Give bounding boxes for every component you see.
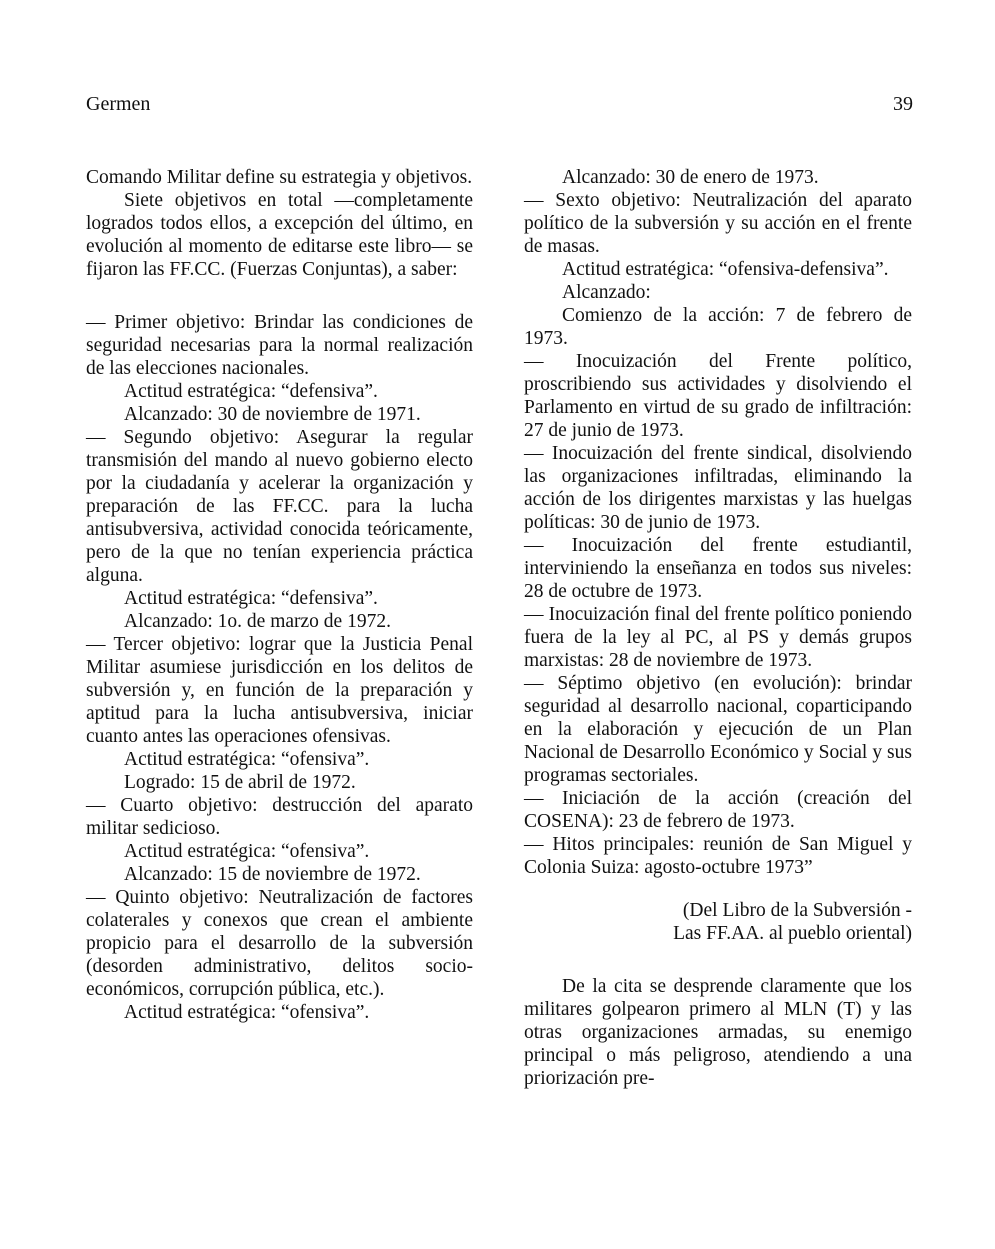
- achieved-date: Alcanzado: 30 de noviembre de 1971.: [124, 404, 421, 425]
- strategic-attitude: Actitud estratégica: “ofensiva”.: [124, 749, 370, 770]
- objective-item: — Sexto objetivo: Neutralización del aparato político de la subversión y su acción en el frente de masas.: [524, 190, 912, 257]
- running-head: [86, 92, 913, 116]
- objective-item: — Inocuización del Frente político, proscribiendo sus actividades y disolviendo el Parlamento en virtud de su grado de infiltración: 27 de junio de 1973.: [524, 351, 912, 441]
- page-number: 39: [893, 93, 913, 115]
- strategic-attitude: Actitud estratégica: “ofensiva”.: [124, 1002, 370, 1023]
- achieved-date: Logrado: 15 de abril de 1972.: [124, 772, 356, 793]
- strategic-attitude: Actitud estratégica: “ofensiva-defensiva”.: [562, 259, 889, 280]
- spacer: [86, 281, 473, 311]
- paragraph: Siete objetivos en total —completamente logrados todos ellos, a excepción del último, en evolución al momento de editarse este libro— se fijaron las FF.CC. (Fuerzas Conjuntas), a saber:: [86, 190, 473, 280]
- action-start: Comienzo de la acción: 7 de febrero de 1973.: [524, 305, 912, 349]
- right-column: [524, 166, 912, 1090]
- source-citation-line-1: (Del Libro de la Subversión -: [682, 900, 912, 921]
- strategic-attitude: Actitud estratégica: “defensiva”.: [124, 381, 378, 402]
- source-citation-line-2: Las FF.AA. al pueblo oriental): [673, 923, 912, 944]
- closing-paragraph: De la cita se desprende claramente que los militares golpearon primero al MLN (T) y las otras organizaciones armadas, su enemigo principal o más peligroso, atendiendo a una priorización pre-: [524, 976, 912, 1089]
- achieved-date: Alcanzado: 1o. de marzo de 1972.: [124, 611, 391, 632]
- achieved-date: Alcanzado: 15 de noviembre de 1972.: [124, 864, 421, 885]
- objective-item: — Primer objetivo: Brindar las condiciones de seguridad necesarias para la normal realización de las elecciones nacionales.: [86, 312, 473, 379]
- running-title: Germen: [86, 93, 151, 115]
- objective-item: — Segundo objetivo: Asegurar la regular transmisión del mando al nuevo gobierno electo por la ciudadanía y acelerar la organización y preparación de las FF.CC. para la lucha antisubversiva, actividad conocida teóricamente, pero de la que no tenían experiencia práctica alguna.: [86, 427, 473, 586]
- strategic-attitude: Actitud estratégica: “defensiva”.: [124, 588, 378, 609]
- objective-item: — Quinto objetivo: Neutralización de factores colaterales y conexos que crean el ambiente propicio para el desarrollo de la subversión (desorden administrativo, delitos socio-económicos, corrupción pública, etc.).: [86, 887, 473, 1000]
- objective-item: — Inocuización final del frente político poniendo fuera de la ley al PC, al PS y demás grupos marxistas: 28 de noviembre de 1973.: [524, 604, 912, 671]
- achieved-date: Alcanzado: 30 de enero de 1973.: [562, 167, 819, 188]
- objective-item: — Cuarto objetivo: destrucción del aparato militar sedicioso.: [86, 795, 473, 839]
- objective-item: — Inocuización del frente estudiantil, interviniendo la enseñanza en todos sus niveles: 28 de octubre de 1973.: [524, 535, 912, 602]
- strategic-attitude: Actitud estratégica: “ofensiva”.: [124, 841, 370, 862]
- objective-item: — Iniciación de la acción (creación del COSENA): 23 de febrero de 1973.: [524, 788, 912, 832]
- objective-item: — Inocuización del frente sindical, disolviendo las organizaciones infiltradas, eliminando la acción de los dirigentes marxistas y las huelgas políticas: 30 de junio de 1973.: [524, 443, 912, 533]
- left-column: [86, 166, 473, 1024]
- paragraph: Comando Militar define su estrategia y objetivos.: [86, 167, 473, 188]
- objective-item: — Tercer objetivo: lograr que la Justicia Penal Militar asumiese jurisdicción en los delitos de subversión y, en función de la preparación y aptitud para la lucha antisubversiva, iniciar cuanto antes las operaciones ofensivas.: [86, 634, 473, 747]
- objective-item: — Séptimo objetivo (en evolución): brindar seguridad al desarrollo nacional, coparticipando en la elaboración y ejecución de un Plan Nacional de Desarrollo Económico y Social y sus programas sectoriales.: [524, 673, 912, 786]
- objective-item: — Hitos principales: reunión de San Miguel y Colonia Suiza: agosto-octubre 1973”: [524, 834, 912, 878]
- achieved-label: Alcanzado:: [562, 282, 651, 303]
- spacer: [524, 945, 912, 975]
- spacer: [524, 879, 912, 899]
